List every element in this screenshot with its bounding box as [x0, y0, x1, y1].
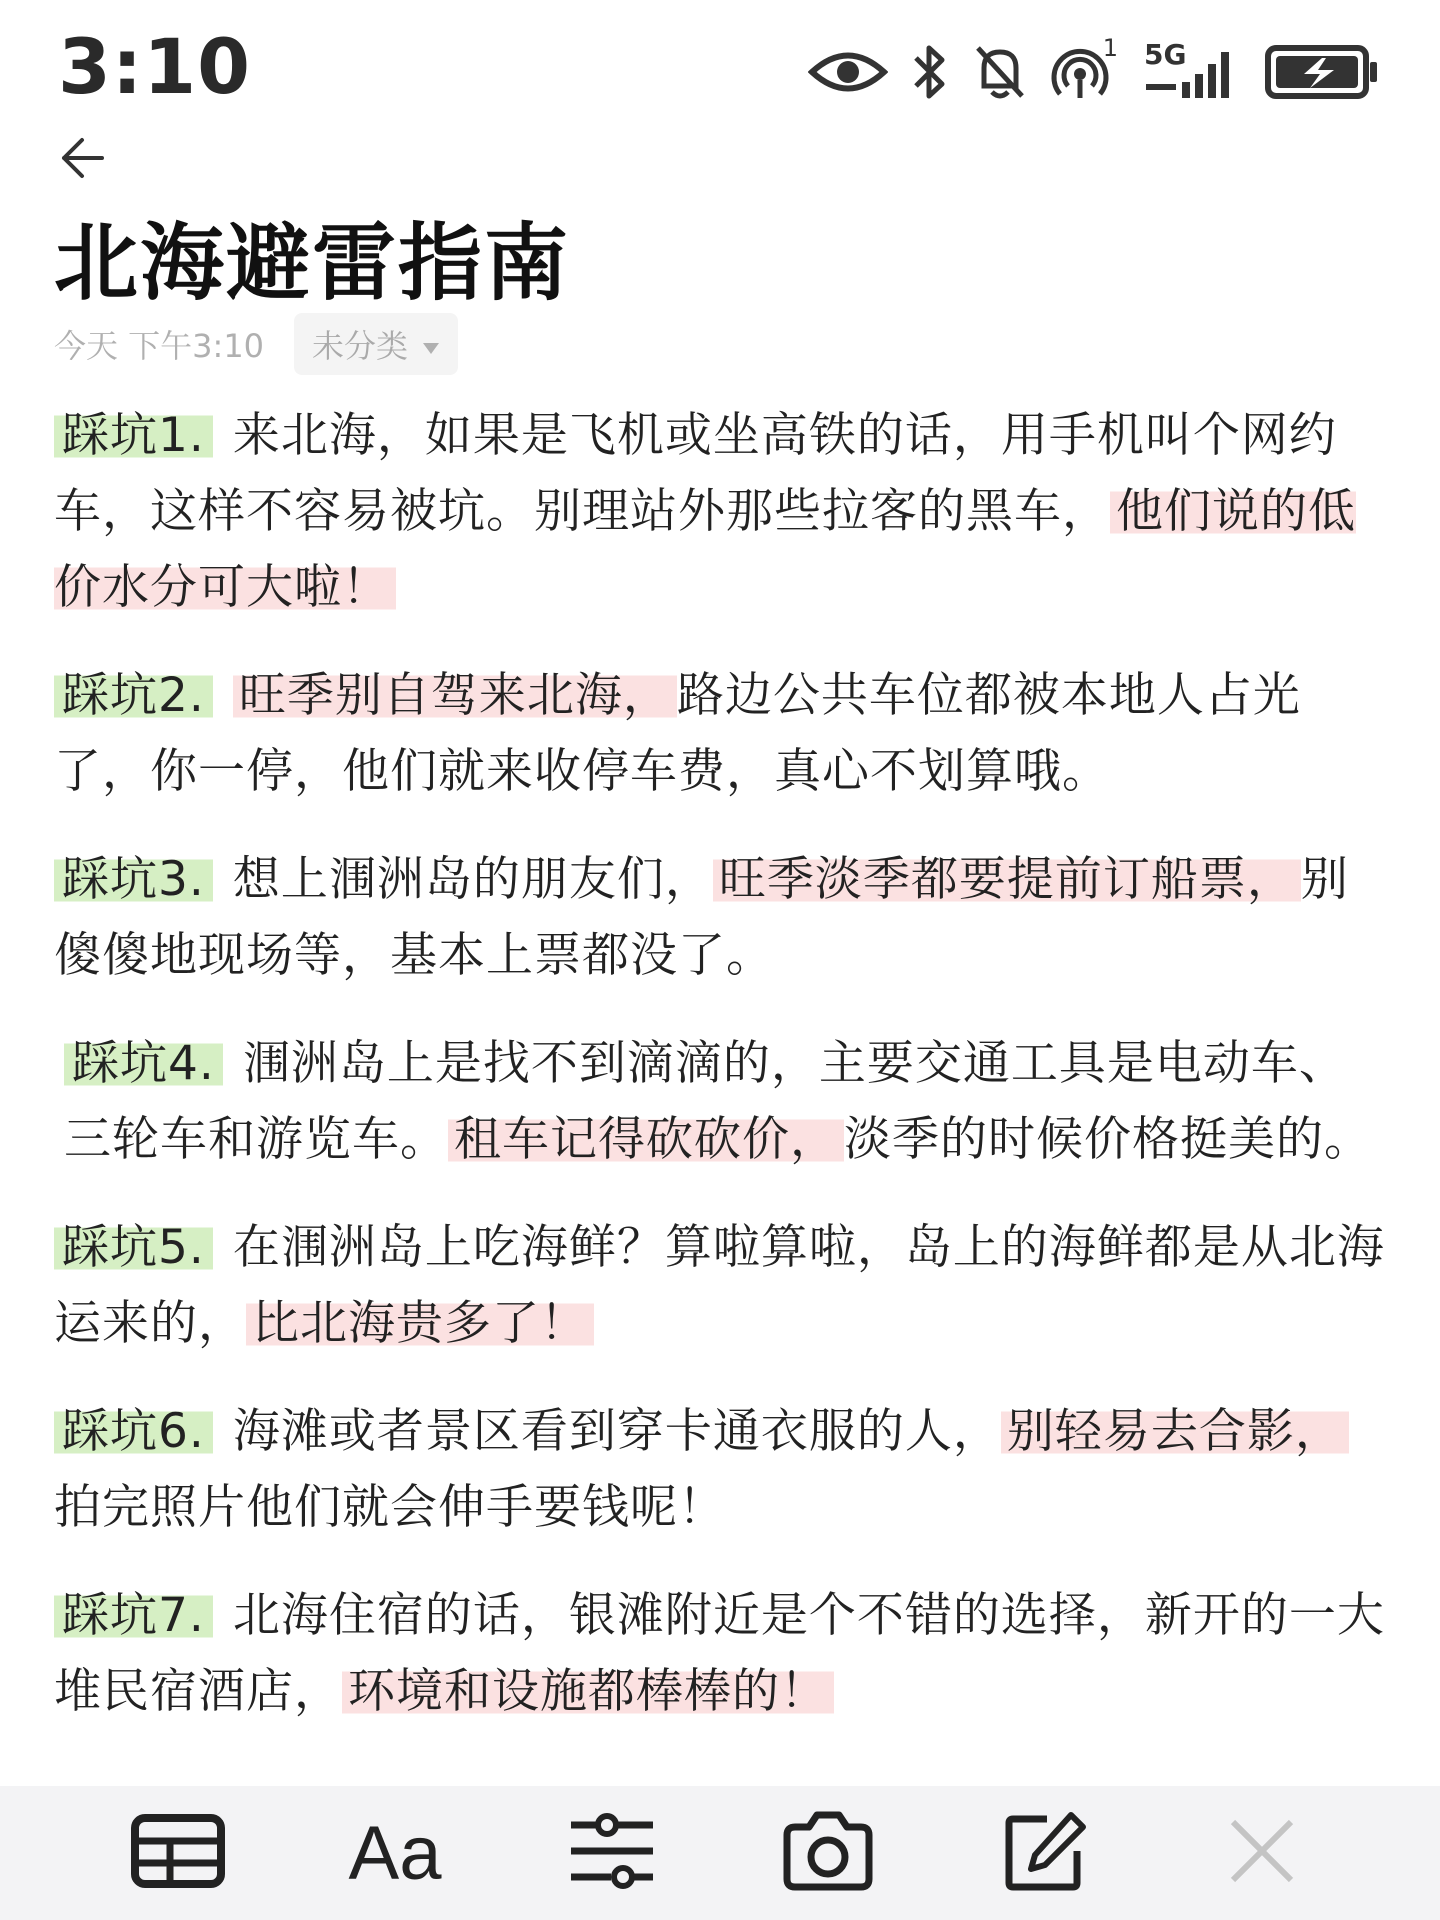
signal-icon	[1142, 38, 1242, 102]
highlighted-text: 比北海贵多了！	[246, 1296, 594, 1351]
paragraph-1	[54, 398, 1394, 626]
chevron-down-icon	[422, 325, 440, 363]
highlighted-text: 旺季别自驾来北海，	[233, 668, 677, 723]
paragraph-text: 别傻傻地现场等，基本上票都没了。	[54, 852, 1349, 983]
bluetooth-icon	[910, 42, 950, 102]
highlighted-text: 他们说的低价水分可大啦！	[54, 484, 1356, 615]
paragraph-text: 想上涠洲岛的朋友们，	[232, 852, 713, 907]
pitfall-tag: 踩坑1.	[54, 408, 213, 463]
paragraph-3	[54, 842, 1394, 994]
paragraph-2	[54, 658, 1394, 810]
note-body[interactable]	[54, 398, 1394, 1762]
pitfall-tag: 踩坑6.	[54, 1404, 213, 1459]
mute-bell-icon	[972, 42, 1028, 102]
category-label: 未分类	[312, 327, 409, 365]
pitfall-tag: 踩坑5.	[54, 1220, 213, 1275]
paragraph-text: 海滩或者景区看到穿卡通衣服的人，	[232, 1404, 1001, 1459]
status-bar	[0, 0, 1440, 130]
table-icon	[130, 1813, 226, 1893]
highlighted-text: 环境和设施都棒棒的！	[342, 1664, 834, 1719]
paragraph-text: 北海住宿的话，银滩附近是个不错的选择，新开的一大堆民宿酒店，	[54, 1588, 1385, 1719]
category-dropdown[interactable]	[294, 313, 458, 375]
highlighted-text: 旺季淡季都要提前订船票，	[713, 852, 1301, 907]
note-date: 今天 下午3:10	[54, 327, 265, 365]
edit-icon	[1003, 1811, 1087, 1895]
note-meta	[54, 316, 458, 372]
format-settings-button[interactable]	[557, 1798, 667, 1908]
pitfall-tag: 踩坑2.	[54, 668, 213, 723]
pitfall-tag: 踩坑3.	[54, 852, 213, 907]
camera-button[interactable]	[773, 1798, 883, 1908]
bottom-toolbar	[0, 1786, 1440, 1920]
paragraph-text: 淡季的时候价格挺美的。	[844, 1112, 1372, 1167]
back-button[interactable]	[52, 130, 112, 190]
paragraph-text: 来北海，如果是飞机或坐高铁的话，用手机叫个网约车，这样不容易被坑。别理站外那些拉客的黑车，	[54, 408, 1337, 539]
pitfall-tag: 踩坑7.	[54, 1588, 213, 1643]
network-type: 5G	[1144, 38, 1187, 71]
paragraph-text: 拍完照片他们就会伸手要钱呢！	[54, 1480, 726, 1535]
font-icon: Aa	[348, 1810, 442, 1896]
paragraph-6	[54, 1394, 1394, 1546]
camera-icon	[781, 1811, 875, 1895]
highlighted-text: 别轻易去合影，	[1001, 1404, 1349, 1459]
paragraph-text: 路边公共车位都被本地人占光了，你一停，他们就来收停车费，真心不划算哦。	[54, 668, 1301, 799]
paragraph-text: 在涠洲岛上吃海鲜？算啦算啦，岛上的海鲜都是从北海运来的，	[54, 1220, 1385, 1351]
battery-charging-icon	[1264, 42, 1380, 102]
paragraph-4	[54, 1026, 1394, 1178]
paragraph-7	[54, 1578, 1394, 1730]
close-icon	[1227, 1816, 1297, 1890]
font-button[interactable]	[340, 1798, 450, 1908]
edit-button[interactable]	[990, 1798, 1100, 1908]
hotspot-count: 1	[1102, 34, 1118, 62]
status-icons	[808, 34, 1380, 110]
status-time: 3:10	[58, 22, 252, 111]
pitfall-tag: 踩坑4.	[64, 1036, 223, 1091]
note-title[interactable]: 北海避雷指南	[54, 214, 571, 312]
settings-sliders-icon	[567, 1811, 657, 1895]
eye-icon	[808, 47, 888, 97]
paragraph-text: 涠洲岛上是找不到滴滴的，主要交通工具是电动车、三轮车和游览车。	[64, 1036, 1347, 1167]
hotspot-icon	[1050, 34, 1120, 102]
table-button[interactable]	[123, 1798, 233, 1908]
highlighted-text: 租车记得砍砍价，	[448, 1112, 844, 1167]
paragraph-5	[54, 1210, 1394, 1362]
close-button[interactable]	[1207, 1798, 1317, 1908]
back-arrow-icon	[58, 136, 106, 184]
